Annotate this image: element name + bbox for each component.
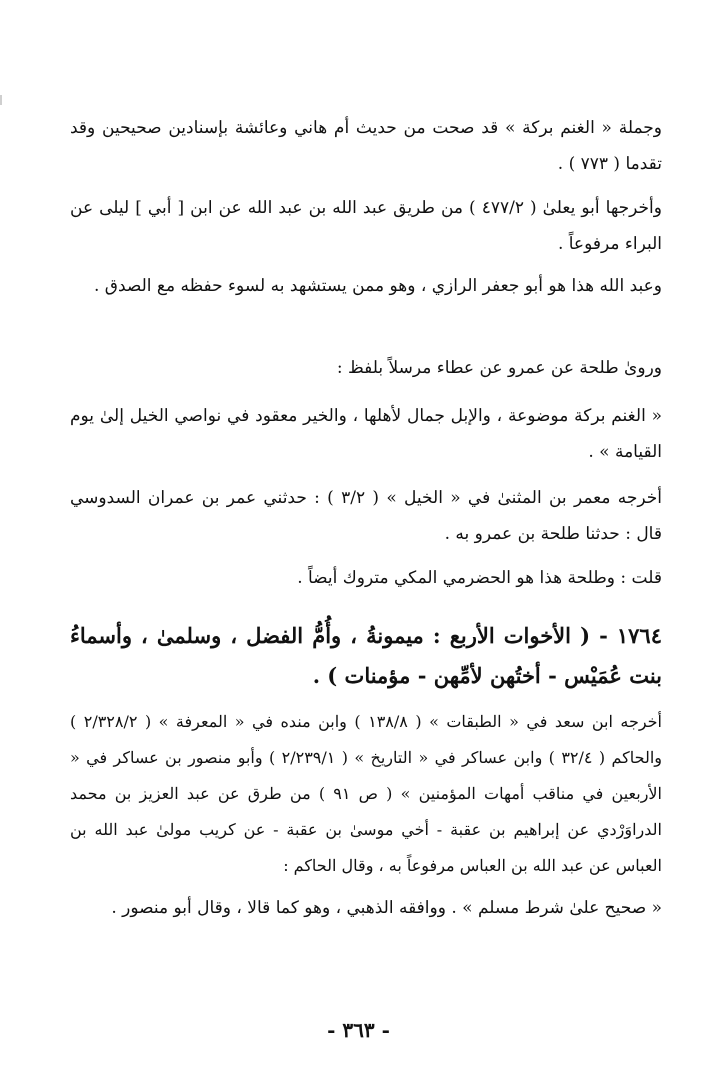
paragraph-1: وجملة « الغنم بركة » قد صحت من حديث أم هاني وعائشة بإسنادين صحيحين وقد تقدما ( ٧٧٣ ) . xyxy=(70,118,662,174)
hadith-heading: ١٧٦٤ - ( الأخوات الأربع : ميمونةُ ، وأُمُّ الفضل ، وسلمىٰ ، وأسماءُ بنت عُمَيْس - أختُهن لأمِّهن - مؤمنات ) . xyxy=(70,623,662,688)
paragraph-3: وعبد الله هذا هو أبو جعفر الرازي ، وهو ممن يستشهد به لسوء حفظه مع الصدق . xyxy=(93,276,662,296)
paragraph-7: قلت : وطلحة هذا هو الحضرمي المكي متروك أيضاً . xyxy=(297,568,662,588)
quoted-hadith: « الغنم بركة موضوعة ، والإبل جمال لأهلها ، والخير معقود في نواصي الخيل إلىٰ يوم القيامة » . xyxy=(70,406,662,462)
paragraph-2: وأخرجها أبو يعلىٰ ( ٤٧٧/٢ ) من طريق عبد الله بن عبد الله عن ابن [ أبي ] ليلى عن البراء مرفوعاً . xyxy=(70,198,662,254)
page-number: - ٣٦٣ - xyxy=(327,1018,390,1042)
margin-mark xyxy=(0,95,2,105)
takhrij-paragraph: أخرجه ابن سعد في « الطبقات » ( ١٣٨/٨ ) وابن منده في « المعرفة » ( ٢/٣٢٨/٢ ) والحاكم ( ٣٢/٤ ) وابن عساكر في « التاريخ » ( ٢/٢٣٩/١ ) وأبو منصور بن عساكر في « الأربعين في مناقب أمهات المؤمنين » ( ص ٩١ ) من طرق عن عبد العزيز بن محمد الدراوَرْدي عن إبراهيم بن عقبة - أخي موسىٰ بن عقبة - عن كريب مولىٰ عبد الله بن العباس عن عبد الله بن العباس مرفوعاً به ، وقال الحاكم : xyxy=(70,712,663,875)
closing-paragraph: « صحيح علىٰ شرط مسلم » . ووافقه الذهبي ، وهو كما قالا ، وقال أبو منصور . xyxy=(111,898,662,918)
paragraph-4: ورویٰ طلحة عن عمرو عن عطاء مرسلاً بلفظ : xyxy=(336,358,662,378)
paragraph-6: أخرجه معمر بن المثنىٰ في « الخيل » ( ٣/٢ ) : حدثني عمر بن عمران السدوسي قال : حدثنا طلحة بن عمرو به . xyxy=(70,488,662,544)
